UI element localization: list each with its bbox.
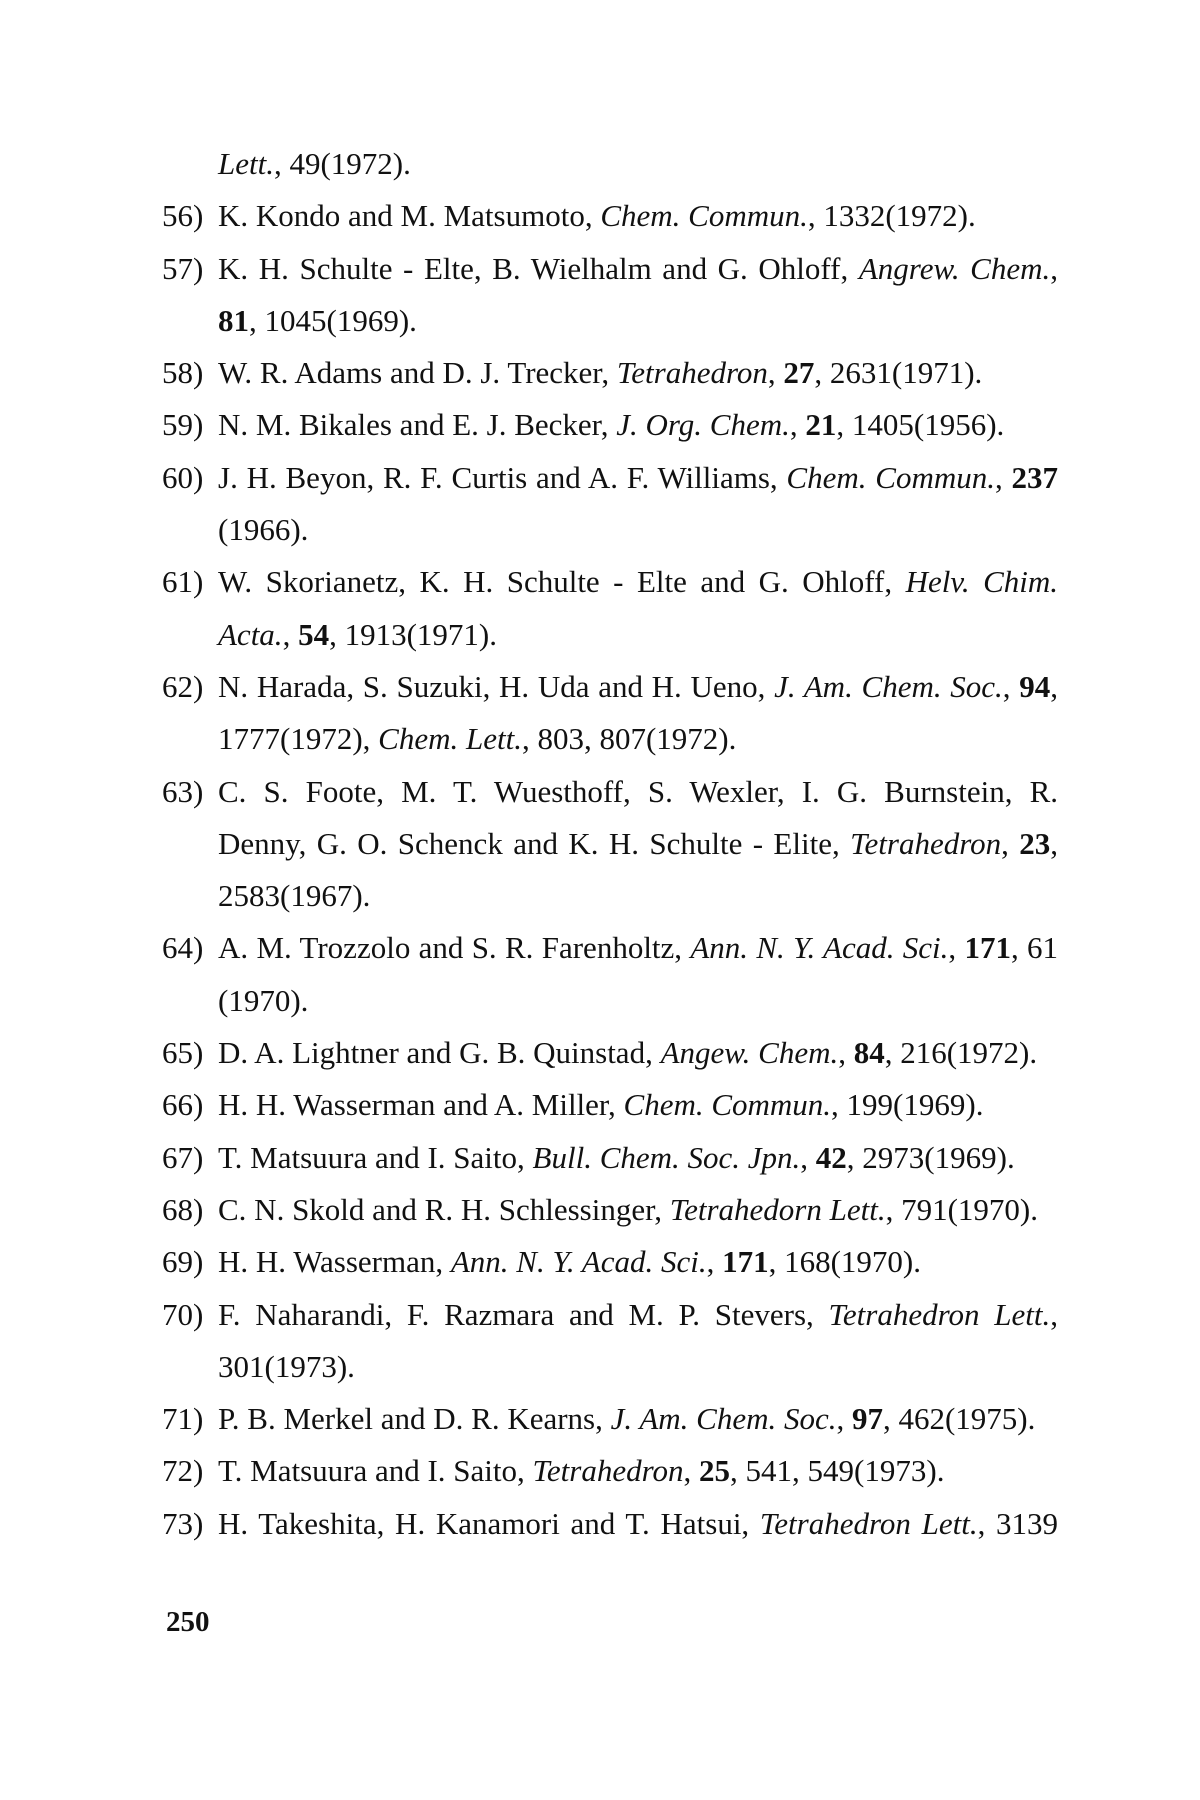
reference-segment: , 791(1970). [885,1191,1038,1227]
reference-segment: A. M. Trozzolo and S. R. Farenholtz, [218,930,691,966]
reference-volume: 84 [853,1035,885,1071]
reference-segment: , [767,355,784,391]
reference-text [218,713,1058,765]
reference-line [162,661,1062,713]
reference-line [162,870,1062,922]
reference-number: 66) [162,1087,204,1123]
reference-segment: , 199(1969). [831,1087,984,1123]
reference-segment: , 216(1972). [884,1035,1038,1071]
reference-line [162,609,1062,661]
reference-line [162,713,1062,765]
reference-text [218,138,1058,190]
reference-journal: Tetrahedron Lett. [828,1296,1051,1332]
reference-line [162,922,1062,974]
reference-journal: Tetrahedorn Lett. [669,1191,886,1227]
reference-segment: , 1045(1969). [249,302,417,338]
reference-number: 61) [162,564,204,600]
reference-number: 57) [162,250,204,286]
reference-text [218,1289,1058,1341]
reference-text [218,1498,1058,1550]
reference-number: 65) [162,1035,204,1071]
reference-journal: Tetrahedron Lett. [759,1505,978,1541]
reference-segment: , 541, 549(1973). [730,1453,945,1489]
reference-segment: , 2631(1971). [814,355,983,391]
reference-text [218,1236,1058,1288]
reference-volume: 237 [1011,459,1059,495]
reference-journal: J. Org. Chem. [616,407,790,443]
reference-segment: , [1002,668,1020,704]
page-number: 250 [166,1606,210,1638]
reference-segment: , [282,616,299,652]
reference-segment: , 49(1972). [273,146,411,181]
reference-journal: Lett. [218,146,274,181]
reference-segment: (1970). [218,982,309,1018]
reference-number: 60) [162,459,204,495]
reference-line [162,452,1062,504]
reference-segment: C. S. Foote, M. T. Wuesthoff, S. Wexler, I. G. Burnstein, R. [218,773,1058,809]
reference-segment: , [1050,668,1058,704]
reference-journal: J. Am. Chem. Soc. [774,668,1003,704]
reference-line [162,347,1062,399]
reference-line [162,138,1062,190]
reference-segment: , [994,459,1012,495]
reference-text [218,1184,1058,1236]
reference-text [218,1445,1058,1497]
reference-segment: , 1405(1956). [836,407,1005,443]
reference-line [162,1393,1062,1445]
reference-journal: Tetrahedron [850,825,1002,861]
reference-volume: 81 [218,302,249,338]
reference-segment: P. B. Merkel and D. R. Kearns, [218,1401,611,1437]
reference-journal: Acta. [218,616,283,652]
reference-segment: (1966). [218,512,309,548]
reference-segment: , 1913(1971). [329,616,497,652]
reference-segment: , [1050,825,1059,861]
reference-number: 69) [162,1244,204,1280]
reference-segment: H. Takeshita, H. Kanamori and T. Hatsui, [218,1505,760,1541]
reference-segment: J. H. Beyon, R. F. Curtis and A. F. Williams, [218,459,787,495]
reference-segment: , 803, 807(1972). [521,721,737,757]
reference-text [218,1341,1058,1393]
reference-text [218,190,1058,242]
reference-number: 68) [162,1191,204,1227]
reference-volume: 21 [805,407,837,443]
reference-text [218,556,1058,608]
reference-journal: Chem. Commun. [600,198,808,234]
reference-number: 56) [162,198,204,234]
reference-segment: , [800,1139,816,1175]
reference-text [218,661,1058,713]
reference-text [218,975,1058,1027]
reference-line [162,504,1062,556]
reference-number: 70) [162,1296,204,1332]
reference-journal: Chem. Commun. [623,1087,832,1123]
reference-volume: 171 [964,930,1011,966]
reference-journal: Angew. Chem. [660,1035,839,1071]
reference-segment: D. A. Lightner and G. B. Quinstad, [218,1035,661,1071]
reference-volume: 94 [1019,668,1051,704]
reference-text [218,1393,1058,1445]
reference-segment: H. H. Wasserman and A. Miller, [218,1087,624,1123]
reference-line [162,1184,1062,1236]
reference-line [162,1289,1062,1341]
reference-text [218,399,1058,451]
reference-segment: , [789,407,806,443]
reference-journal: Angrew. Chem. [858,250,1051,286]
reference-journal: Chem. Lett. [378,721,522,757]
reference-journal: J. Am. Chem. Soc. [610,1401,837,1437]
reference-text [218,870,1058,922]
reference-volume: 54 [298,616,330,652]
reference-line [162,190,1062,242]
reference-text [218,243,1058,295]
reference-text [218,818,1058,870]
reference-line [162,1445,1062,1497]
reference-line [162,1498,1062,1550]
reference-journal: Chem. Commun. [786,459,995,495]
reference-line [162,766,1062,818]
reference-text [218,452,1058,504]
reference-segment: 2583(1967). [218,878,371,914]
reference-segment: , 3139 [977,1505,1059,1541]
reference-segment: W. Skorianetz, K. H. Schulte - Elte and G. Ohloff, [218,564,906,600]
reference-text [218,295,1058,347]
reference-line [162,556,1062,608]
reference-segment: , [706,1244,723,1280]
reference-number: 62) [162,668,204,704]
reference-journal: Helv. Chim. [905,564,1058,600]
reference-line [162,1027,1062,1079]
reference-segment: T. Matsuura and I. Saito, [218,1139,533,1175]
reference-segment: W. R. Adams and D. J. Trecker, [218,355,617,391]
reference-line [162,295,1062,347]
reference-line [162,975,1062,1027]
reference-text [218,1132,1058,1184]
reference-journal: Bull. Chem. Soc. Jpn. [532,1139,801,1175]
reference-number: 72) [162,1453,204,1489]
reference-segment: H. H. Wasserman, [218,1244,451,1280]
reference-segment: , 61 [1010,930,1059,966]
reference-line [162,399,1062,451]
reference-segment: T. Matsuura and I. Saito, [218,1453,533,1489]
reference-segment: N. Harada, S. Suzuki, H. Uda and H. Ueno, [218,668,775,704]
reference-segment: K. Kondo and M. Matsumoto, [218,198,601,234]
reference-number: 63) [162,773,204,809]
reference-text [218,1079,1058,1131]
reference-text [218,1027,1058,1079]
reference-journal: Tetrahedron [616,355,768,391]
reference-number: 73) [162,1505,204,1541]
reference-segment: 301(1973). [218,1348,355,1384]
reference-line [162,818,1062,870]
reference-text [218,504,1058,556]
reference-segment: , [1050,1296,1058,1332]
reference-segment: , 462(1975). [882,1401,1036,1437]
reference-segment: , 1332(1972). [807,198,976,234]
reference-journal: Tetrahedron [532,1453,684,1489]
reference-text [218,609,1058,661]
reference-volume: 23 [1019,825,1051,861]
reference-segment: 1777(1972), [218,721,379,757]
reference-number: 59) [162,407,204,443]
reference-segment: , [948,930,965,966]
reference-segment: , 168(1970). [768,1244,922,1280]
reference-number: 67) [162,1139,204,1175]
reference-number: 71) [162,1401,204,1437]
reference-segment: F. Naharandi, F. Razmara and M. P. Stevers, [218,1296,829,1332]
reference-segment: , [683,1453,700,1489]
reference-line [162,243,1062,295]
reference-text [218,922,1058,974]
reference-segment: , [838,1035,854,1071]
reference-journal: Ann. N. Y. Acad. Sci. [450,1244,707,1280]
reference-volume: 25 [699,1453,731,1489]
reference-text [218,766,1058,818]
reference-segment: C. N. Skold and R. H. Schlessinger, [218,1191,670,1227]
reference-volume: 171 [722,1244,769,1280]
reference-segment: Denny, G. O. Schenck and K. H. Schulte - Elite, [218,825,851,861]
reference-volume: 42 [815,1139,847,1175]
reference-segment: K. H. Schulte - Elte, B. Wielhalm and G. Ohloff, [218,250,859,286]
reference-number: 58) [162,355,204,391]
reference-journal: Ann. N. Y. Acad. Sci. [690,930,949,966]
reference-line [162,1079,1062,1131]
reference-list [162,138,1062,1550]
reference-segment: , [1050,250,1059,286]
reference-line [162,1132,1062,1184]
reference-segment: , [1001,825,1020,861]
reference-line [162,1341,1062,1393]
reference-segment: , [836,1401,852,1437]
reference-segment: , 2973(1969). [846,1139,1015,1175]
reference-volume: 97 [851,1401,883,1437]
reference-text [218,347,1058,399]
reference-line [162,1236,1062,1288]
reference-number: 64) [162,930,204,966]
reference-volume: 27 [783,355,815,391]
reference-segment: N. M. Bikales and E. J. Becker, [218,407,617,443]
